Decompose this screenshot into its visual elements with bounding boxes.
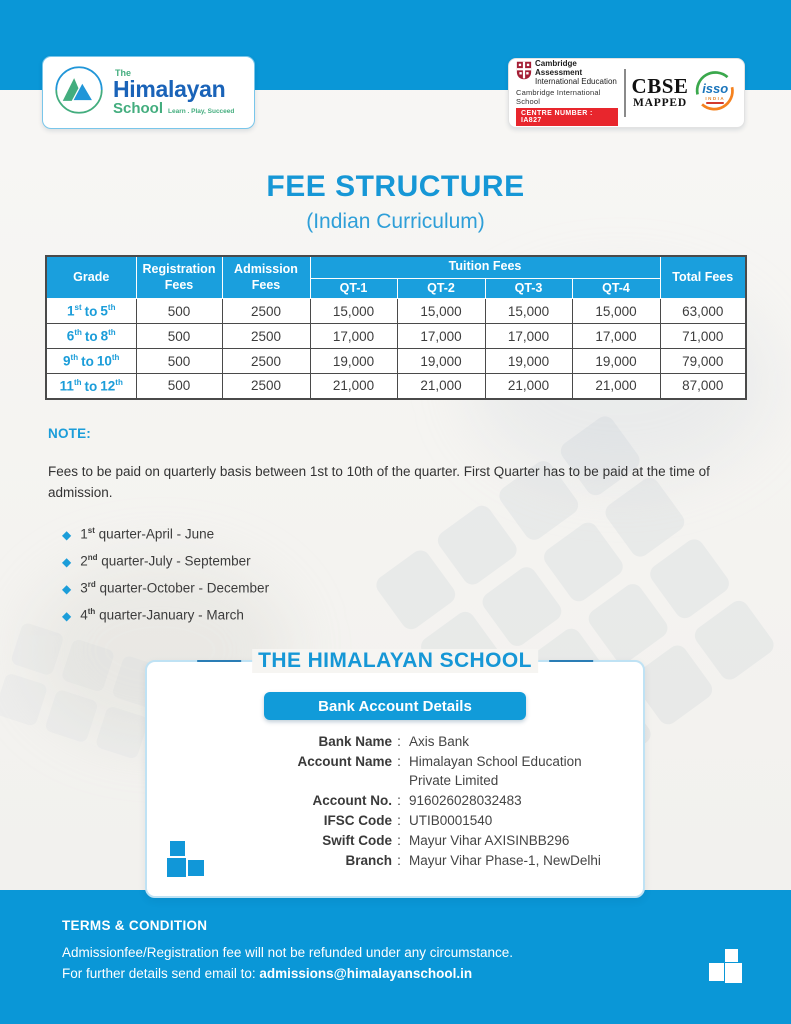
col-header-total: Total Fees [660, 256, 746, 299]
cambridge-shield-icon [516, 61, 532, 85]
email-link[interactable]: admissions@himalayanschool.in [259, 966, 473, 981]
footer-band [0, 890, 791, 1024]
contact-line: For further details send email to: admissions@himalayanschool.in [62, 966, 473, 981]
field-value: Himalayan School Education Private Limited [409, 754, 582, 788]
qt3-fee: 17,000 [485, 324, 572, 349]
list-item: ◆ 2nd quarter-July - September [62, 553, 251, 569]
qt1-fee: 21,000 [310, 374, 397, 399]
title-rule-left [197, 660, 241, 663]
squares-motif [167, 841, 207, 878]
table-row [46, 324, 746, 349]
diamond-bullet-icon: ◆ [62, 608, 72, 623]
col-header-qt3: QT-3 [485, 278, 572, 299]
centre-number-banner: CENTRE NUMBER : IA827 [516, 108, 618, 126]
diamond-bullet-icon: ◆ [62, 581, 72, 596]
note-text: Fees to be paid on quarterly basis between 1st to 10th of the quarter. First Quarter has to be paid at the time of admission. [48, 464, 710, 500]
logo-school: School [113, 100, 164, 117]
logo-name: Himalayan [113, 76, 226, 102]
table-row [46, 349, 746, 374]
school-logo-text [113, 69, 234, 116]
qt4-fee: 15,000 [572, 299, 660, 324]
field-colon [392, 811, 406, 830]
cambridge-line1: Cambridge Assessment [535, 58, 583, 77]
field-label: IFSC Code [323, 813, 392, 828]
cbse-badge [632, 76, 689, 110]
title-rule-right [549, 660, 593, 663]
page-title: FEE STRUCTURE [266, 170, 525, 203]
diamond-bullet-icon: ◆ [62, 554, 72, 569]
school-logo [42, 56, 255, 129]
qt3-fee: 15,000 [485, 299, 572, 324]
qt2-fee: 19,000 [397, 349, 485, 374]
fee-table [45, 255, 747, 400]
field-colon [392, 851, 406, 870]
diamond-bullet-icon: ◆ [62, 527, 72, 542]
field-label: Swift Code [322, 833, 392, 848]
field-value: UTIB0001540 [409, 813, 493, 828]
qt4-fee: 19,000 [572, 349, 660, 374]
qt2-fee: 15,000 [397, 299, 485, 324]
terms-title: TERMS & CONDITION [62, 918, 208, 933]
logo-tagline: Learn . Play, Succeed [168, 108, 235, 115]
col-header-grade: Grade [46, 256, 136, 299]
mountain-logo-icon [53, 64, 105, 121]
col-header-admission: Admission Fees [222, 256, 310, 299]
qt3-fee: 21,000 [485, 374, 572, 399]
bank-details-card [145, 649, 645, 898]
total-fee: 71,000 [660, 324, 746, 349]
page-subtitle: (Indian Curriculum) [306, 210, 485, 233]
cambridge-line2: International Education [535, 77, 617, 87]
cambridge-school-line: Cambridge International School [516, 88, 601, 107]
registration-fee: 500 [136, 349, 222, 374]
table-row [46, 374, 746, 399]
field-colon [392, 831, 406, 850]
grade-cell: 1st to 5th [46, 299, 136, 324]
isso-country-label: INDIA [705, 96, 726, 101]
field-label: Branch [345, 853, 392, 868]
grade-cell: 9th to 10th [46, 349, 136, 374]
total-fee: 63,000 [660, 299, 746, 324]
bank-fields [147, 732, 643, 870]
admission-fee: 2500 [222, 299, 310, 324]
registration-fee: 500 [136, 299, 222, 324]
col-header-registration: Registration Fees [136, 256, 222, 299]
bank-card-title: THE HIMALAYAN SCHOOL [252, 649, 538, 673]
field-value: 916026028032483 [409, 793, 522, 808]
registration-fee: 500 [136, 374, 222, 399]
accreditation-badges [508, 58, 745, 128]
cambridge-badge [516, 59, 618, 128]
isso-tagline-mark [706, 102, 724, 104]
field-value: Axis Bank [409, 734, 470, 749]
isso-label: isso [702, 81, 729, 96]
admission-fee: 2500 [222, 374, 310, 399]
field-colon [392, 752, 406, 790]
col-header-qt4: QT-4 [572, 278, 660, 299]
field-colon [392, 791, 406, 810]
field-value: Mayur Vihar AXISINBB296 [409, 833, 570, 848]
qt4-fee: 17,000 [572, 324, 660, 349]
field-value: Mayur Vihar Phase-1, NewDelhi [409, 853, 601, 868]
total-fee: 79,000 [660, 349, 746, 374]
total-fee: 87,000 [660, 374, 746, 399]
cbse-mapped-label: MAPPED [632, 97, 687, 110]
isso-badge [693, 69, 737, 117]
registration-fee: 500 [136, 324, 222, 349]
quarters-list [62, 526, 269, 634]
col-header-qt2: QT-2 [397, 278, 485, 299]
col-header-tuition: Tuition Fees [310, 256, 660, 278]
table-row [46, 299, 746, 324]
logo-the: The [115, 68, 132, 78]
list-item: ◆ 4th quarter-January - March [62, 607, 244, 623]
squares-motif [709, 949, 743, 985]
terms-line: Admissionfee/Registration fee will not be refunded under any circumstance. [62, 945, 513, 960]
field-label: Account No. [312, 793, 392, 808]
grade-cell: 11th to 12th [46, 374, 136, 399]
admission-fee: 2500 [222, 324, 310, 349]
qt4-fee: 21,000 [572, 374, 660, 399]
qt1-fee: 19,000 [310, 349, 397, 374]
field-label: Bank Name [318, 734, 392, 749]
qt2-fee: 17,000 [397, 324, 485, 349]
list-item: ◆ 3rd quarter-October - December [62, 580, 270, 596]
qt3-fee: 19,000 [485, 349, 572, 374]
col-header-qt1: QT-1 [310, 278, 397, 299]
cbse-label: CBSE [631, 74, 689, 99]
note-label: NOTE: [48, 426, 91, 441]
qt1-fee: 17,000 [310, 324, 397, 349]
field-label: Account Name [297, 754, 392, 769]
qt1-fee: 15,000 [310, 299, 397, 324]
grade-cell: 6th to 8th [46, 324, 136, 349]
field-colon [392, 732, 406, 751]
bank-account-details-banner: Bank Account Details [264, 692, 526, 720]
divider [624, 69, 626, 117]
admission-fee: 2500 [222, 349, 310, 374]
qt2-fee: 21,000 [397, 374, 485, 399]
list-item: ◆ 1st quarter-April - June [62, 526, 215, 542]
